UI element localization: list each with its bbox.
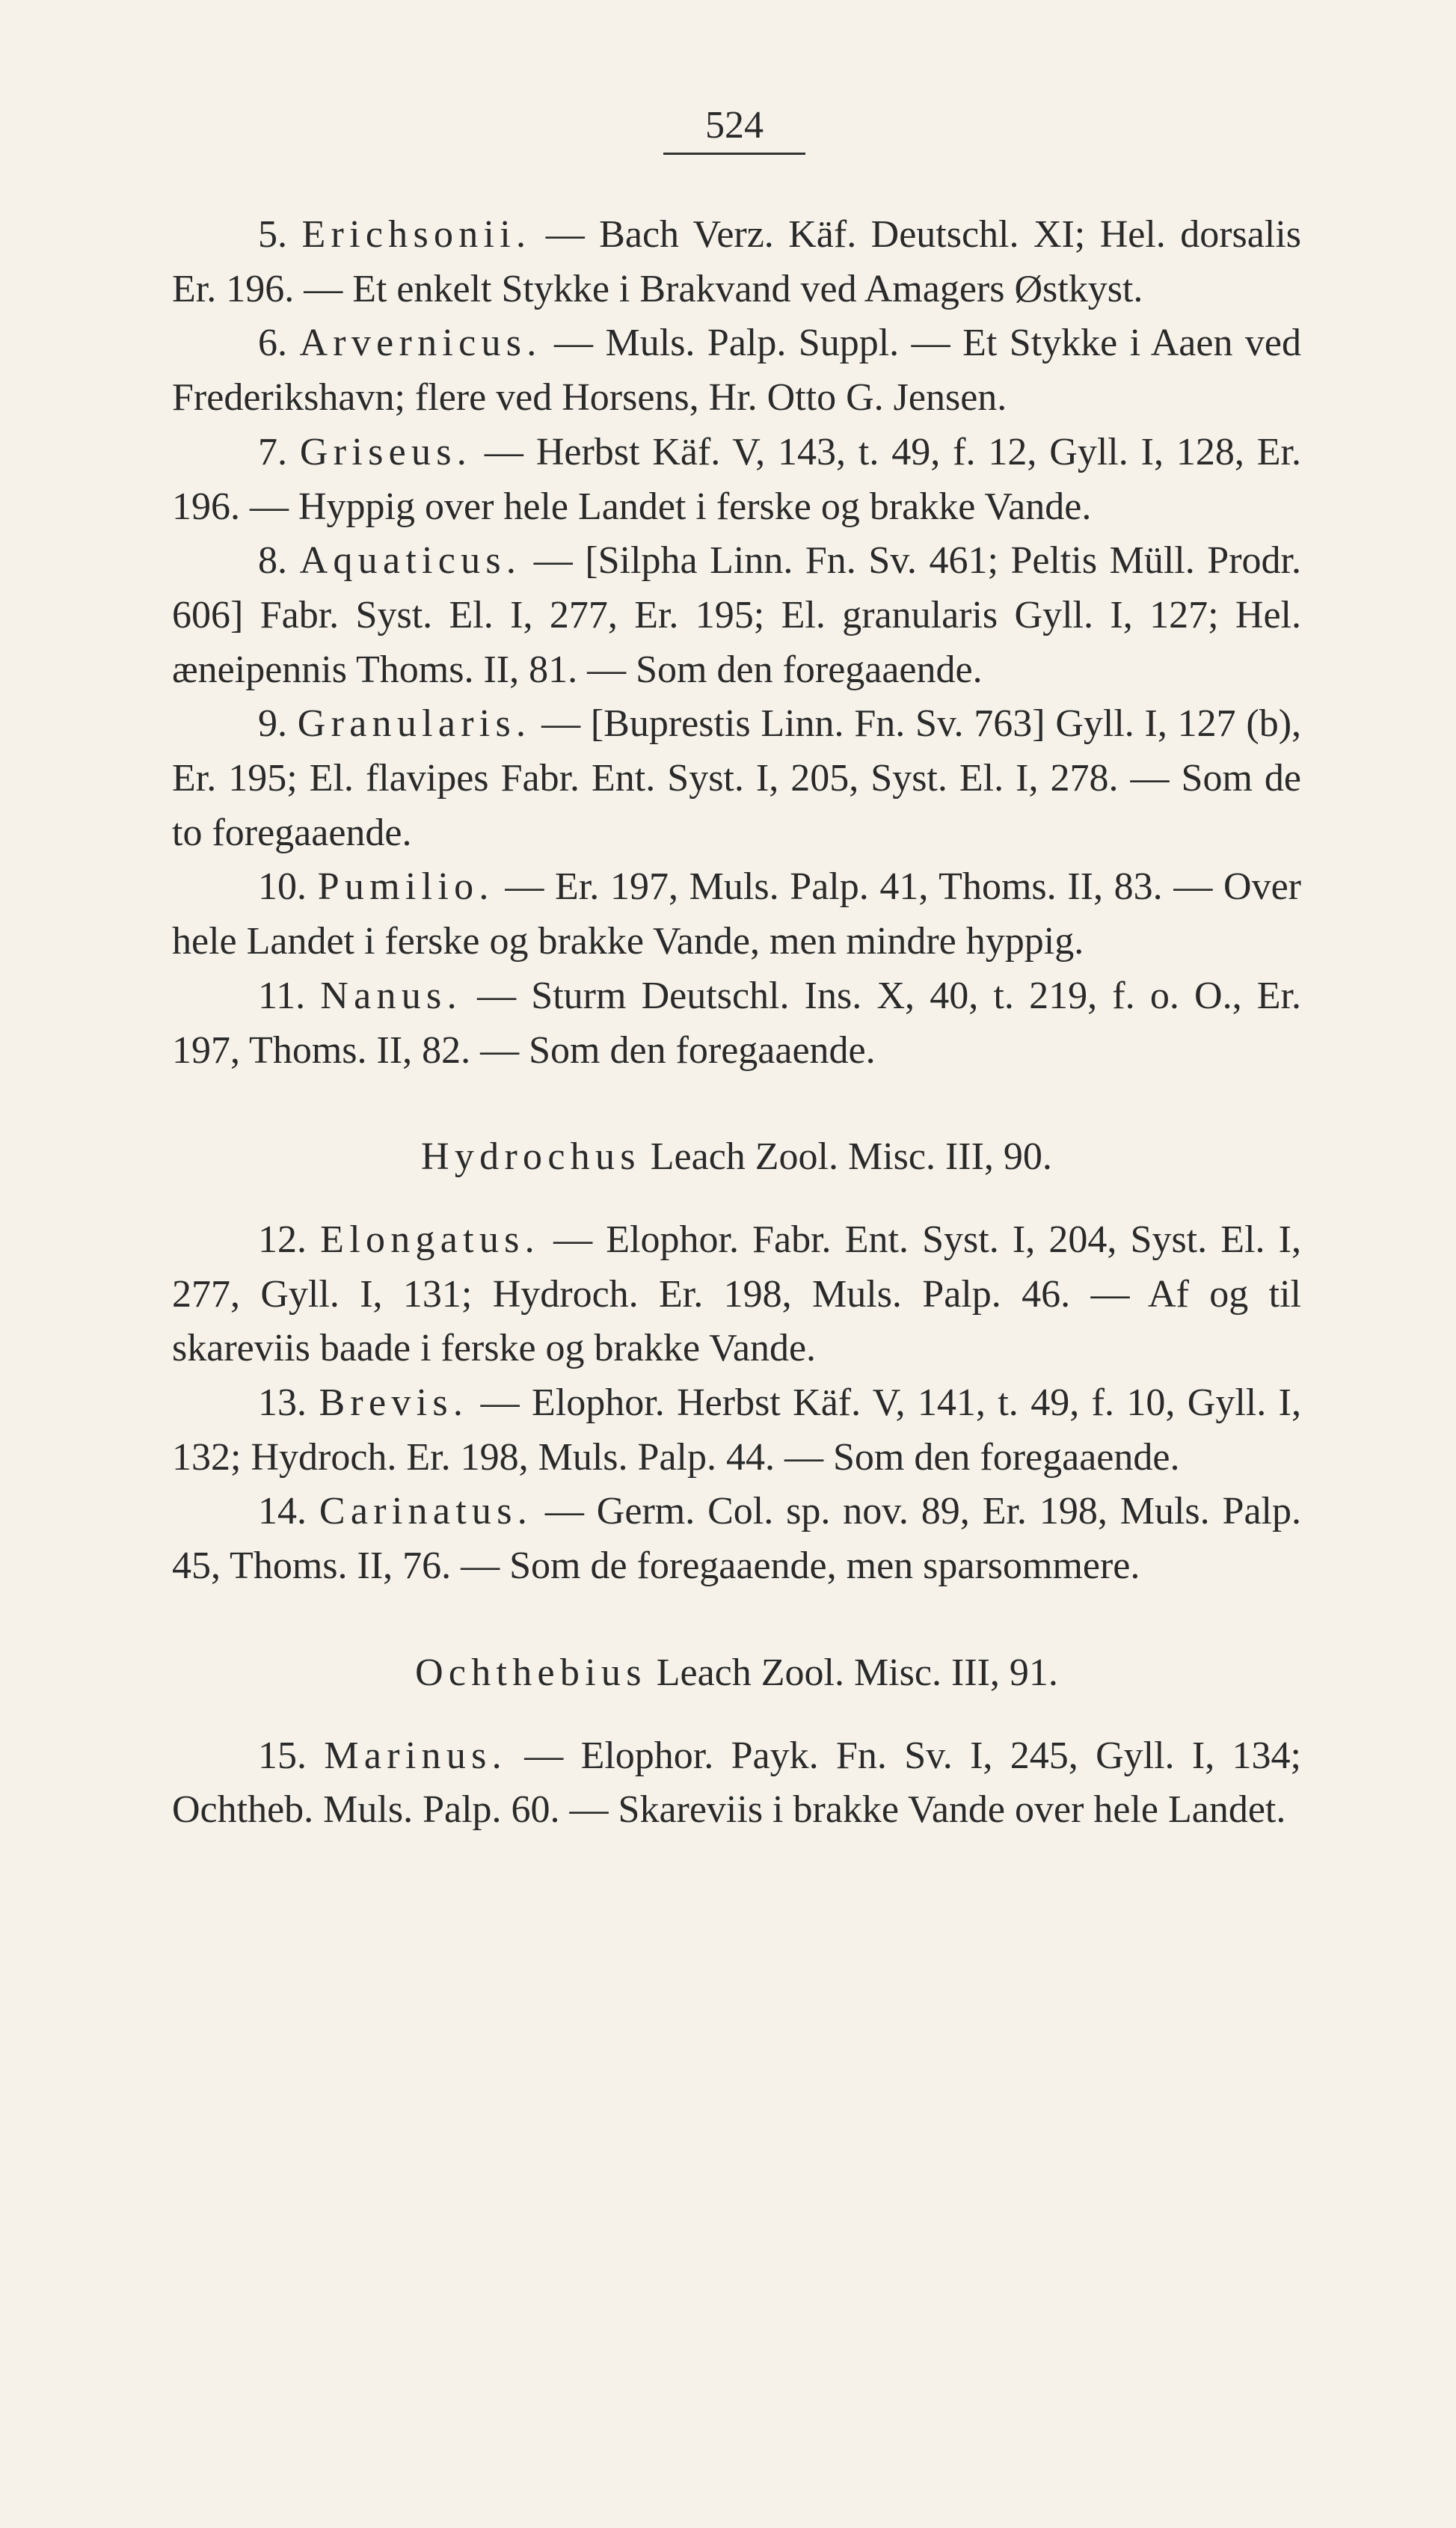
entry-text: — Elophor. Payk. Fn. Sv. I, 245, Gyll. I, 134; Ochtheb. Muls. Palp. 60. — Skareviis i brakke Vande over hele Landet. bbox=[172, 1734, 1301, 1832]
species-name: Erichsonii. bbox=[301, 213, 532, 256]
entry-number: 6. bbox=[258, 322, 287, 365]
entry-text: — Muls. Palp. Suppl. — Et Stykke i Aaen ved Frederikshavn; flere ved Horsens, Hr. Otto G. Jensen. bbox=[172, 322, 1302, 420]
entry-number: 12. bbox=[258, 1218, 307, 1261]
species-name: Marinus. bbox=[324, 1734, 507, 1777]
page-number: 524 bbox=[663, 103, 805, 155]
species-entry-6 bbox=[172, 316, 1301, 425]
entry-number: 14. bbox=[258, 1490, 307, 1533]
species-entry-14 bbox=[172, 1485, 1301, 1593]
entry-number: 9. bbox=[258, 702, 287, 746]
entry-text: — Bach Verz. Käf. Deutschl. XI; Hel. dorsalis Er. 196. — Et enkelt Stykke i Brakvand ved Amagers Østkyst. bbox=[172, 213, 1302, 310]
species-entry-11 bbox=[172, 969, 1301, 1078]
species-name: Pumilio. bbox=[317, 865, 494, 909]
entry-text: — Herbst Käf. V, 143, t. 49, f. 12, Gyll. I, 128, Er. 196. — Hyppig over hele Landet i ferske og brakke Vande. bbox=[172, 430, 1301, 528]
genus-heading-hydrochus bbox=[172, 1078, 1301, 1213]
entry-number: 13. bbox=[258, 1381, 307, 1425]
entry-number: 10. bbox=[258, 865, 307, 909]
genus-heading-ochthebius bbox=[172, 1594, 1301, 1729]
entry-number: 11. bbox=[258, 974, 306, 1017]
species-name: Aquaticus. bbox=[299, 539, 522, 583]
species-name: Griseus. bbox=[299, 430, 473, 473]
species-entry-7 bbox=[172, 426, 1301, 534]
entry-number: 7. bbox=[258, 430, 287, 473]
entry-text: — Elophor. Herbst Käf. V, 141, t. 49, f. 10, Gyll. I, 132; Hydroch. Er. 198, Muls. Palp. 44. — Som den foregaaende. bbox=[172, 1381, 1301, 1479]
entry-number: 5. bbox=[258, 213, 287, 256]
entry-number: 8. bbox=[258, 539, 287, 583]
entry-text: — [Silpha Linn. Fn. Sv. 461; Peltis Müll. Prodr. 606] Fabr. Syst. El. I, 277, Er. 195; El. granularis Gyll. I, 127; Hel. æneipennis Thoms. II, 81. — Som den foregaaende. bbox=[172, 539, 1301, 691]
species-entry-12 bbox=[172, 1213, 1301, 1376]
entry-text: — Sturm Deutschl. Ins. X, 40, t. 219, f. o. O., Er. 197, Thoms. II, 82. — Som den foregaaende. bbox=[172, 974, 1302, 1072]
entry-text: — Er. 197, Muls. Palp. 41, Thoms. II, 83. — Over hele Landet i ferske og brakke Vande, men mindre hyppig. bbox=[172, 865, 1302, 963]
entry-text: — Elophor. Fabr. Ent. Syst. I, 204, Syst. El. I, 277, Gyll. I, 131; Hydroch. Er. 198, Muls. Palp. 46. — Af og til skareviis baade i ferske og brakke Vande. bbox=[172, 1218, 1301, 1370]
genus-citation: Leach Zool. Misc. III, 91. bbox=[646, 1651, 1058, 1694]
entry-number: 15. bbox=[258, 1734, 307, 1777]
species-entry-10 bbox=[172, 860, 1301, 969]
species-name: Brevis. bbox=[319, 1381, 469, 1425]
species-entry-15 bbox=[172, 1729, 1301, 1838]
genus-name: Hydrochus bbox=[421, 1135, 641, 1179]
species-entry-9 bbox=[172, 697, 1301, 860]
entry-text: — Germ. Col. sp. nov. 89, Er. 198, Muls. Palp. 45, Thoms. II, 76. — Som de foregaaende, men sparsommere. bbox=[172, 1490, 1301, 1588]
genus-citation: Leach Zool. Misc. III, 90. bbox=[640, 1135, 1052, 1179]
species-name: Carinatus. bbox=[319, 1490, 532, 1533]
species-name: Nanus. bbox=[320, 974, 462, 1017]
species-list bbox=[172, 208, 1301, 1838]
species-entry-13 bbox=[172, 1376, 1301, 1485]
species-name: Arvernicus. bbox=[299, 322, 542, 365]
species-name: Granularis. bbox=[297, 702, 532, 746]
entry-text: — [Buprestis Linn. Fn. Sv. 763] Gyll. I, 127 (b), Er. 195; El. flavipes Fabr. Ent. Syst. I, 205, Syst. El. I, 278. — Som de to foregaaende. bbox=[172, 702, 1302, 854]
species-entry-8 bbox=[172, 534, 1301, 697]
species-name: Elongatus. bbox=[320, 1218, 540, 1261]
genus-name: Ochthebius bbox=[415, 1651, 647, 1694]
species-entry-5 bbox=[172, 208, 1301, 316]
